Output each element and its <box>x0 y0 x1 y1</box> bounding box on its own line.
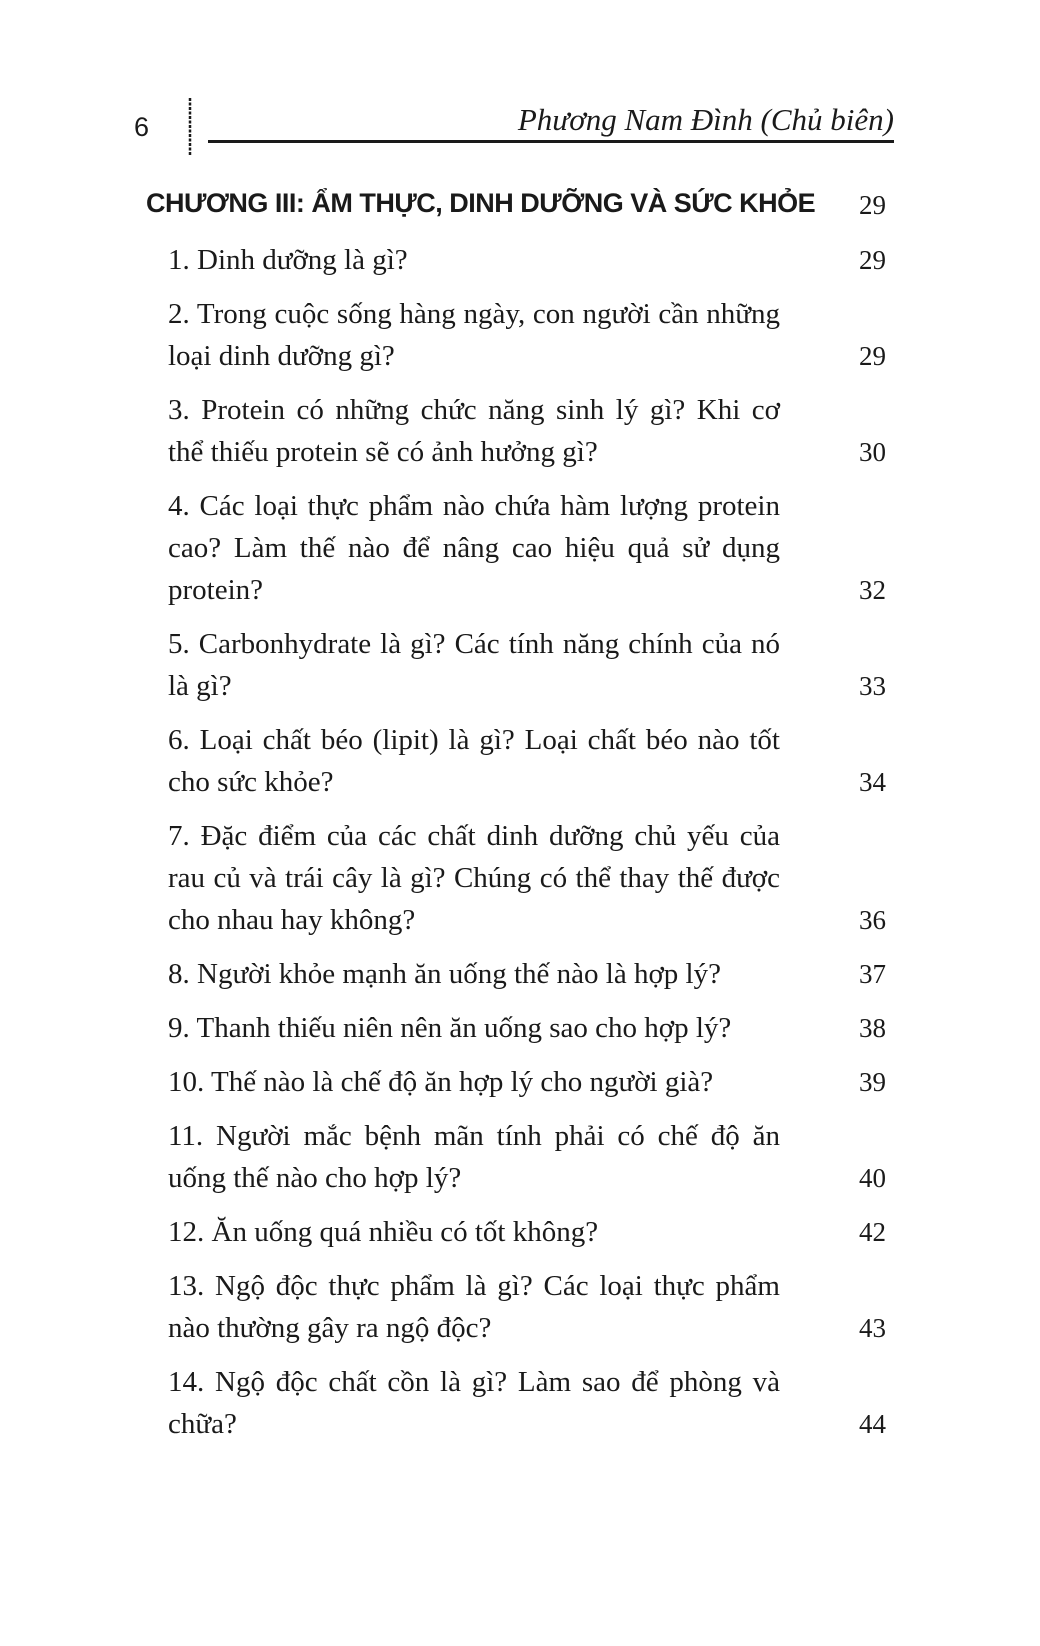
toc-entry-page: 30 <box>859 437 886 468</box>
toc-entry-5 <box>146 623 890 707</box>
toc-entry-4 <box>146 485 890 611</box>
header-rule <box>208 140 894 143</box>
toc-entry-3 <box>146 389 890 473</box>
header-author: Phương Nam Đình (Chủ biên) <box>517 102 894 137</box>
toc-entry-2 <box>146 293 890 377</box>
toc-entry-title: 7. Đặc điểm của các chất dinh dưỡng chủ yếu của rau củ và trái cây là gì? Chúng có thể thay thế được cho nhau hay không? <box>168 820 780 937</box>
toc-entry-page: 43 <box>859 1313 886 1344</box>
toc-entry-title: 13. Ngộ độc thực phẩm là gì? Các loại thực phẩm nào thường gây ra ngộ độc? <box>168 1270 780 1345</box>
toc-entry-6 <box>146 719 890 803</box>
toc-entry-11 <box>146 1115 890 1199</box>
toc-entry-9 <box>146 1007 890 1049</box>
toc-entry-14 <box>146 1361 890 1445</box>
toc-entry-title: 12. Ăn uống quá nhiều có tốt không? <box>168 1216 599 1249</box>
toc-entry-page: 42 <box>859 1217 886 1248</box>
toc-entry-8 <box>146 953 890 995</box>
chapter-heading <box>146 186 890 221</box>
toc-entry-page: 36 <box>859 905 886 936</box>
toc-entry-page: 39 <box>859 1067 886 1098</box>
toc-entry-title: 8. Người khỏe mạnh ăn uống thế nào là hợp lý? <box>168 958 721 991</box>
toc-entry-13 <box>146 1265 890 1349</box>
toc-entry-page: 32 <box>859 575 886 606</box>
toc-entry-title: 6. Loại chất béo (lipit) là gì? Loại chất béo nào tốt cho sức khỏe? <box>168 724 780 799</box>
toc-entry-page: 33 <box>859 671 886 702</box>
toc-entry-7 <box>146 815 890 941</box>
toc-entry-page: 29 <box>859 341 886 372</box>
chapter-title: CHƯƠNG III: ẨM THỰC, DINH DƯỠNG VÀ SỨC KHỎE <box>146 188 816 218</box>
toc-entry-title: 2. Trong cuộc sống hàng ngày, con người cần những loại dinh dưỡng gì? <box>168 298 780 373</box>
toc-entry-title: 1. Dinh dưỡng là gì? <box>168 244 408 277</box>
toc-entry-page: 29 <box>859 245 886 276</box>
header-ornament-icon <box>186 98 194 156</box>
toc-entry-title: 5. Carbonhydrate là gì? Các tính năng chính của nó là gì? <box>168 628 780 703</box>
toc-entry-12 <box>146 1211 890 1253</box>
page-number: 6 <box>134 112 150 142</box>
chapter-page-number: 29 <box>859 190 886 221</box>
toc-entry-title: 10. Thế nào là chế độ ăn hợp lý cho người già? <box>168 1066 714 1099</box>
toc-entry-title: 9. Thanh thiếu niên nên ăn uống sao cho hợp lý? <box>168 1012 732 1045</box>
toc-entry-title: 11. Người mắc bệnh mãn tính phải có chế độ ăn uống thế nào cho hợp lý? <box>168 1120 780 1195</box>
toc-entry-title: 3. Protein có những chức năng sinh lý gì? Khi cơ thể thiếu protein sẽ có ảnh hưởng gì? <box>168 394 780 469</box>
table-of-contents <box>146 186 890 1457</box>
toc-entry-page: 40 <box>859 1163 886 1194</box>
toc-entry-1 <box>146 239 890 281</box>
toc-entry-title: 14. Ngộ độc chất cồn là gì? Làm sao để phòng và chữa? <box>168 1366 780 1441</box>
toc-entry-title: 4. Các loại thực phẩm nào chứa hàm lượng protein cao? Làm thế nào để nâng cao hiệu quả sử dụng protein? <box>168 490 780 607</box>
toc-entry-10 <box>146 1061 890 1103</box>
toc-entry-page: 34 <box>859 767 886 798</box>
toc-entry-page: 44 <box>859 1409 886 1440</box>
toc-entry-page: 37 <box>859 959 886 990</box>
toc-entry-page: 38 <box>859 1013 886 1044</box>
